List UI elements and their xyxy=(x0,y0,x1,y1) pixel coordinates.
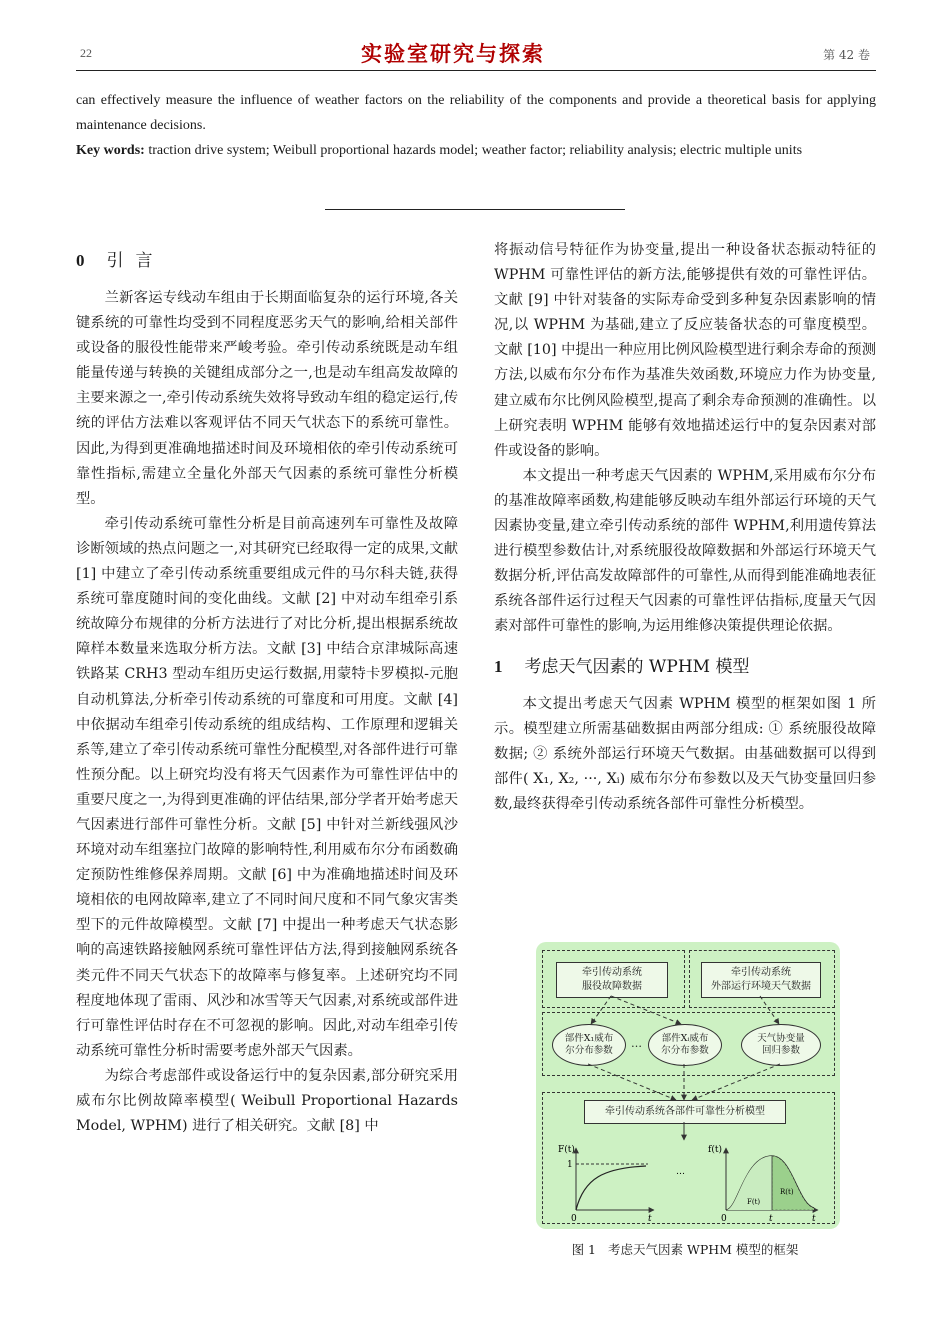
intro-paragraph-3: 为综合考虑部件或设备运行中的复杂因素,部分研究采用威布尔比例故障率模型( Weibull Proportional Hazards Model, WPHM) 进行了相关研究。文献 [8] 中 xyxy=(76,1067,458,1135)
ellipse3-line2: 回归参数 xyxy=(761,1045,800,1056)
ellipse1-line2: 尔分布参数 xyxy=(565,1045,613,1056)
arrow-weather-to-covariate xyxy=(760,996,779,1024)
section-0-title: 引言 xyxy=(106,251,165,271)
abstract-tail: can effectively measure the influence of weather factors on the reliability of the components and provide a theoretical basis for applying maintenance decisions. xyxy=(76,93,876,133)
right-column xyxy=(494,238,876,817)
figure-1-caption-text: 考虑天气因素 WPHM 模型的框架 xyxy=(608,1242,799,1257)
ellipse3-line1: 天气协变量 xyxy=(757,1033,805,1044)
section-0-number: 0 xyxy=(76,251,85,270)
arrow-covariate-to-model xyxy=(692,1064,780,1100)
section-1-paragraph: 本文提出考虑天气因素 WPHM 模型的框架如图 1 所示。模型建立所需基础数据由两部分组成: ① 系统服役故障数据; ② 系统外部运行环境天气数据。由基础数据可以得到部件( X₁, X₂, ···, Xᵢ) 威布尔分布参数以及天气协变量回归参数,最终获得牵引传动系统各部件可靠性分析模型。 xyxy=(494,695,876,812)
keywords-line xyxy=(76,138,876,163)
model-box: 牵引传动系统各部件可靠性分析模型 xyxy=(584,1100,786,1124)
plot2-ylabel: f(t) xyxy=(708,1145,722,1155)
plot2-rt-label: R(t) xyxy=(780,1188,794,1196)
plot1-xlabel: t xyxy=(648,1214,652,1224)
plot1-cdf-curve xyxy=(576,1166,646,1210)
plot2-t-label: t xyxy=(769,1214,773,1224)
intro-proposal-paragraph: 本文提出一种考虑天气因素的 WPHM,采用威布尔分布的基准故障率函数,构建能够反映动车组外部运行环境的天气因素协变量,建立牵引传动系统的部件 WPHM,利用遗传算法进行模型参数估计,对系统服役故障数据和外部运行环境天气数据分析,评估高发故障部件的可靠性,从而得到能准确地表征系统各部件运行过程天气因素的可靠性评估指标,度量天气因素对部件可靠性的影响,为运用维修决策提供理论依据。 xyxy=(494,467,876,635)
figure-1-caption-label: 图 1 xyxy=(571,1242,597,1257)
weather-data-line2: 外部运行环境天气数据 xyxy=(711,981,811,992)
page-number: 22 xyxy=(80,46,92,60)
section-1-number: 1 xyxy=(494,656,503,676)
plot2-origin: 0 xyxy=(721,1214,727,1224)
fault-data-line2: 服役故障数据 xyxy=(582,981,642,992)
plot2-reliability-area xyxy=(772,1156,814,1210)
volume-label: 第 42 卷 xyxy=(823,48,870,62)
ellipse1-line1: 部件X₁威布 xyxy=(564,1033,614,1044)
intro-paragraph-2: 牵引传动系统可靠性分析是目前高速列车可靠性及故障诊断领域的热点问题之一,对其研究已经取得一定的成果,文献 [1] 中建立了牵引传动系统重要组成元件的马尔科夫链,获得系统可靠度随时间的变化曲线。文献 [2] 中对动车组牵引系统故障分布规律的分析方法进行了对比分析,提出根据系统故障样本数量来选取分析方法。文献 [3] 中结合京津城际高速铁路某 CRH3 型动车组历史运行数据,用蒙特卡罗模拟-元胞自动机算法,分析牵引传动系统的可靠度和可用度。文献 [4] 中依据动车组牵引传动系统的组成结构、工作原理和逻辑关系等,建立了牵引传动系统可靠性分配模型,对各部件进行可靠性预分配。以上研究均没有将天气因素作为可靠性评估中的重要尺度之一,为得到更准确的评估结果,部分学者开始考虑天气因素进行部件可靠性分析。文献 [5] 中针对兰新线强风沙环境对动车组塞拉门故障的影响特性,利用威布尔分布函数确定预防性维修保养周期。文献 [6] 中为准确地描述时间及环境相依的电网故障率,建立了不同时间尺度和不同气象灾害类型下的元件故障模型。文献 [7] 中提出一种考虑天气状态影响的高速铁路接触网系统可靠性评估方法,得到接触网系统各类元件不同天气状态下的故障率与修复率。上述研究均不同程度地体现了雷雨、风沙和冰雪等天气因素,对系统或部件进行可靠性评估时存在不可忽视的影响。因此,对动车组牵引传动系统可靠性分析时需要考虑外部天气因素。 xyxy=(76,515,458,1059)
separator-rule xyxy=(325,209,625,210)
section-1-heading xyxy=(494,652,876,682)
figure-arrows-and-plots xyxy=(536,942,840,1229)
left-column xyxy=(76,238,458,1139)
abstract-block xyxy=(76,88,876,163)
ellipse2-line1: 部件Xᵢ威布 xyxy=(661,1033,709,1044)
figure-1 xyxy=(536,942,840,1229)
fault-data-line1: 牵引传动系统 xyxy=(582,967,642,978)
section-0-heading xyxy=(76,246,458,276)
keywords-label: Key words: xyxy=(76,143,145,158)
plots-ellipsis: … xyxy=(676,1167,685,1177)
plot1-one: 1 xyxy=(567,1160,573,1170)
intro-continuation: 将振动信号特征作为协变量,提出一种设备状态振动特征的 WPHM 可靠性评估的新方法,能够提供有效的可靠性评估。文献 [9] 中针对装备的实际寿命受到多种复杂因素影响的情况,以 WPHM 为基础,建立了反应装备状态的可靠度模型。文献 [10] 中提出一种应用比例风险模型进行剩余寿命的预测方法,以威布尔分布作为基准失效函数,环境应力作为协变量,建立威布尔比例风险模型,提高了剩余寿命预测的准确性。以上研究表明 WPHM 能够有效地描述运行中的复杂因素对部件或设备的影响。 xyxy=(494,242,876,459)
intro-paragraph-1: 兰新客运专线动车组由于长期面临复杂的运行环境,各关键系统的可靠性均受到不同程度恶劣天气的影响,给相关部件或设备的服役性能带来严峻考验。牵引传动系统既是动车组能量传递与转换的关键组成部分之一,也是动车组高发故障的主要来源之一,牵引传动系统失效将导致动车组的稳定运行,传统的评估方法难以客观评估不同天气状态下的系统可靠性。因此,为得到更准确地描述时间及环境相依的牵引传动系统可靠性指标,需建立全量化外部天气因素的系统可靠性分析模型。 xyxy=(76,290,458,507)
ellipsis-mark: … xyxy=(631,1037,642,1050)
weather-data-line1: 牵引传动系统 xyxy=(731,967,791,978)
arrow-fault-to-x1 xyxy=(591,996,611,1024)
ellipse2-line2: 尔分布参数 xyxy=(661,1045,709,1056)
keywords-text: traction drive system; Weibull proportional hazards model; weather factor; reliability analysis; electric multiple units xyxy=(144,143,803,158)
journal-title: 实验室研究与探索 xyxy=(361,41,545,66)
arrow-fault-to-xi xyxy=(611,996,681,1024)
arrow-x1-to-model xyxy=(588,1064,676,1100)
plot2-ft-label: F(t) xyxy=(747,1198,761,1206)
figure-1-caption xyxy=(494,1240,876,1258)
plot2-xlabel: t xyxy=(812,1214,816,1224)
page-header xyxy=(76,38,876,71)
plot1-origin: 0 xyxy=(571,1214,577,1224)
plot1-ylabel: F(t) xyxy=(558,1145,575,1155)
section-1-title: 考虑天气因素的 WPHM 模型 xyxy=(524,656,750,677)
